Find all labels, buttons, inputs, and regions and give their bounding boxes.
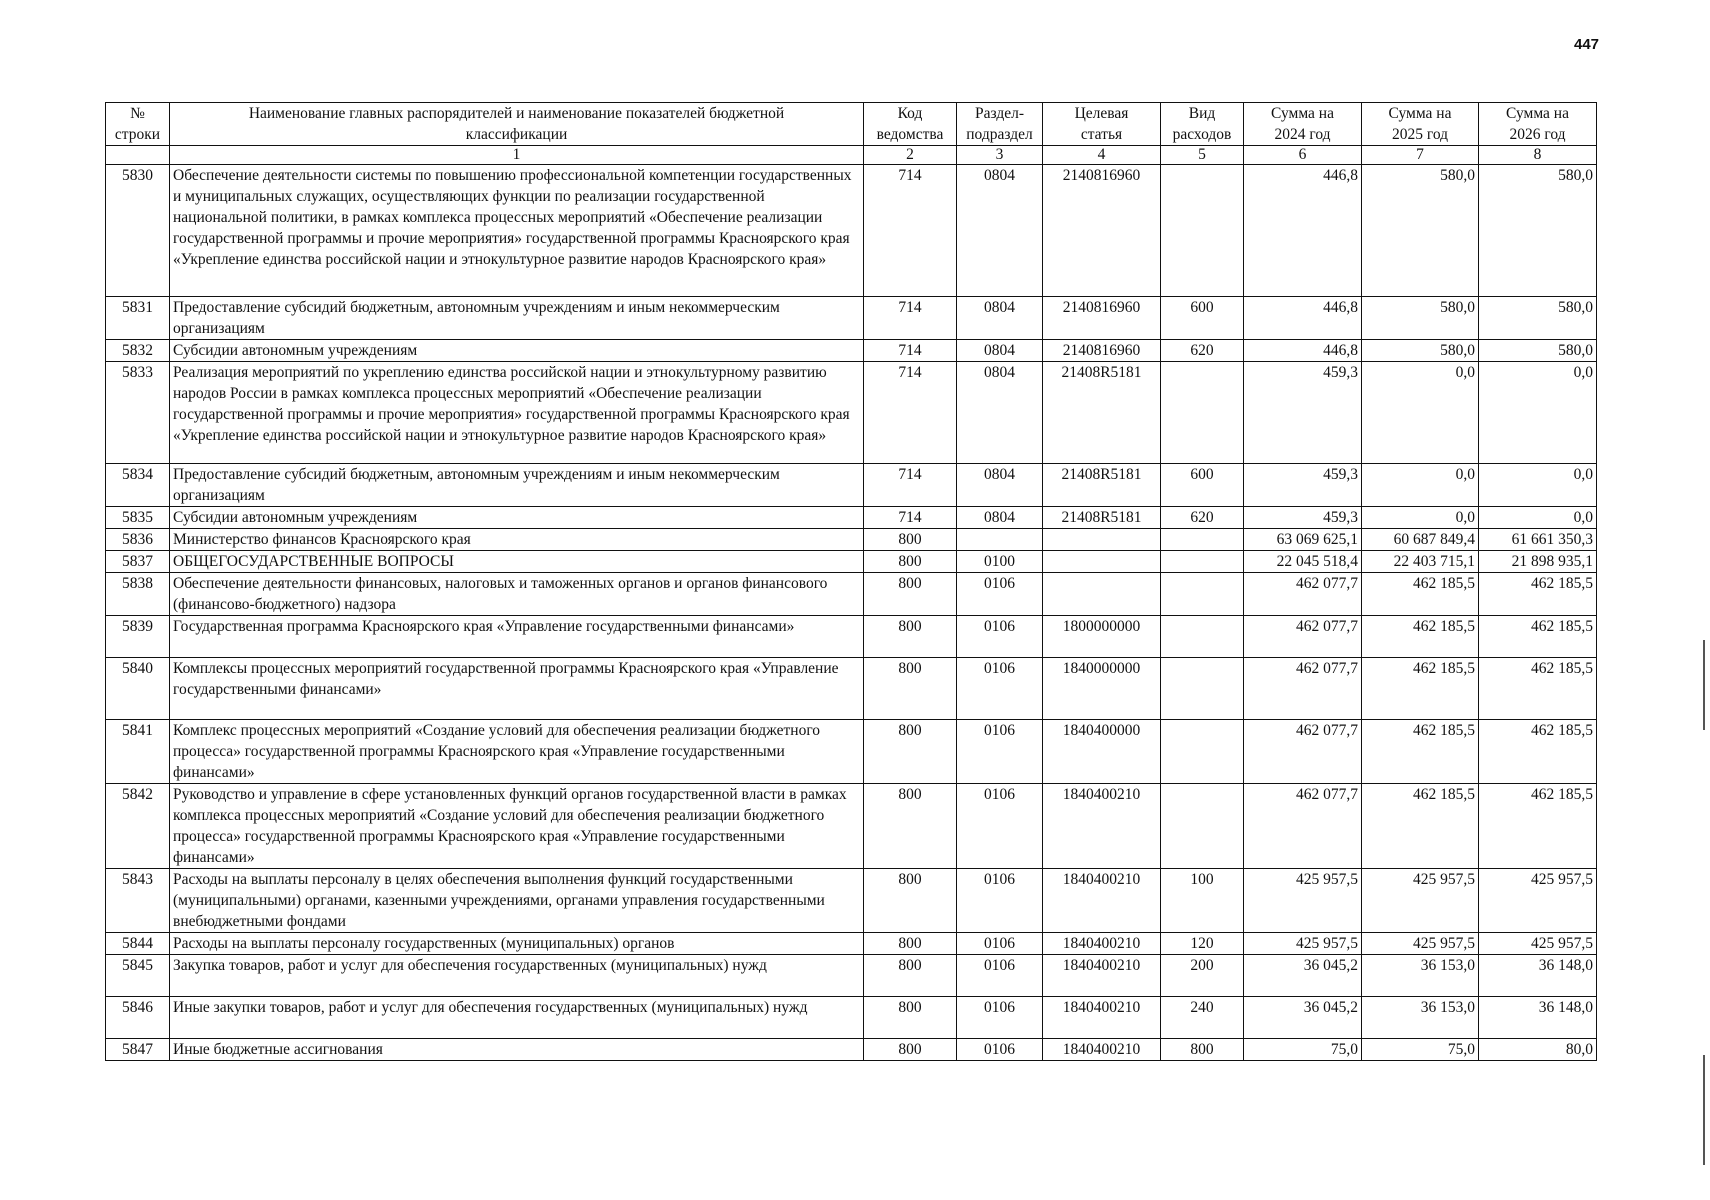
row-sum-2024: 75,0 xyxy=(1244,1039,1362,1061)
row-sum-2026: 0,0 xyxy=(1479,507,1597,529)
row-dept-code: 800 xyxy=(864,997,957,1039)
row-target: 1800000000 xyxy=(1043,616,1161,658)
row-section: 0106 xyxy=(957,720,1043,784)
table-row xyxy=(106,340,1597,362)
row-target: 2140816960 xyxy=(1043,165,1161,297)
row-sum-2024: 462 077,7 xyxy=(1244,616,1362,658)
table-row xyxy=(106,507,1597,529)
row-dept-code: 800 xyxy=(864,1039,957,1061)
row-expense-type xyxy=(1161,658,1244,720)
header-sum-2025: Сумма на 2025 год xyxy=(1362,103,1479,146)
row-section: 0804 xyxy=(957,362,1043,464)
row-dept-code: 800 xyxy=(864,869,957,933)
table-row xyxy=(106,869,1597,933)
row-sum-2026: 580,0 xyxy=(1479,340,1597,362)
row-dept-code: 714 xyxy=(864,507,957,529)
header-row-no: № строки xyxy=(106,103,170,146)
row-expense-type xyxy=(1161,551,1244,573)
row-name: Расходы на выплаты персоналу в целях обеспечения выполнения функций государственными (муниципальными) органами, казенными учреждениями, органами управления государственными внебюджетными фондами xyxy=(170,869,864,933)
column-numbers-row xyxy=(106,146,1597,165)
row-target: 1840400210 xyxy=(1043,955,1161,997)
header-dept-code: Код ведомства xyxy=(864,103,957,146)
row-section: 0804 xyxy=(957,340,1043,362)
row-dept-code: 800 xyxy=(864,720,957,784)
table-row xyxy=(106,933,1597,955)
scan-edge-mark xyxy=(1703,640,1705,730)
scan-edge-mark xyxy=(1703,1055,1705,1165)
row-sum-2024: 446,8 xyxy=(1244,340,1362,362)
row-sum-2024: 462 077,7 xyxy=(1244,784,1362,869)
row-dept-code: 800 xyxy=(864,616,957,658)
row-sum-2025: 0,0 xyxy=(1362,362,1479,464)
row-number: 5840 xyxy=(106,658,170,720)
table-row xyxy=(106,529,1597,551)
row-target: 1840000000 xyxy=(1043,658,1161,720)
row-number: 5832 xyxy=(106,340,170,362)
row-name: Предоставление субсидий бюджетным, автономным учреждениям и иным некоммерческим организациям xyxy=(170,464,864,507)
page-number: 447 xyxy=(1574,36,1600,53)
row-number: 5838 xyxy=(106,573,170,616)
row-sum-2026: 0,0 xyxy=(1479,464,1597,507)
column-number: 3 xyxy=(957,146,1043,165)
row-sum-2025: 0,0 xyxy=(1362,507,1479,529)
row-expense-type: 100 xyxy=(1161,869,1244,933)
row-expense-type: 120 xyxy=(1161,933,1244,955)
table-row xyxy=(106,955,1597,997)
row-name: Комплекс процессных мероприятий «Создание условий для обеспечения реализации бюджетного процесса» государственной программы Красноярского края «Управление государственными финансами» xyxy=(170,720,864,784)
row-target: 1840400000 xyxy=(1043,720,1161,784)
row-number: 5837 xyxy=(106,551,170,573)
row-sum-2024: 425 957,5 xyxy=(1244,933,1362,955)
row-sum-2025: 22 403 715,1 xyxy=(1362,551,1479,573)
row-target: 21408R5181 xyxy=(1043,362,1161,464)
row-sum-2026: 36 148,0 xyxy=(1479,955,1597,997)
row-number: 5841 xyxy=(106,720,170,784)
table-row xyxy=(106,362,1597,464)
row-sum-2026: 425 957,5 xyxy=(1479,869,1597,933)
row-target: 1840400210 xyxy=(1043,784,1161,869)
row-dept-code: 800 xyxy=(864,573,957,616)
row-sum-2025: 462 185,5 xyxy=(1362,658,1479,720)
row-sum-2026: 80,0 xyxy=(1479,1039,1597,1061)
table-row xyxy=(106,720,1597,784)
row-expense-type: 620 xyxy=(1161,340,1244,362)
header-expense-type: Вид расходов xyxy=(1161,103,1244,146)
row-dept-code: 714 xyxy=(864,464,957,507)
row-number: 5842 xyxy=(106,784,170,869)
table-row xyxy=(106,297,1597,340)
row-sum-2026: 425 957,5 xyxy=(1479,933,1597,955)
row-expense-type xyxy=(1161,529,1244,551)
row-target: 1840400210 xyxy=(1043,869,1161,933)
row-number: 5846 xyxy=(106,997,170,1039)
row-number: 5847 xyxy=(106,1039,170,1061)
row-sum-2026: 462 185,5 xyxy=(1479,720,1597,784)
row-sum-2026: 36 148,0 xyxy=(1479,997,1597,1039)
row-expense-type: 240 xyxy=(1161,997,1244,1039)
row-expense-type xyxy=(1161,720,1244,784)
row-section: 0100 xyxy=(957,551,1043,573)
row-number: 5843 xyxy=(106,869,170,933)
row-name: Государственная программа Красноярского края «Управление государственными финансами» xyxy=(170,616,864,658)
row-target: 2140816960 xyxy=(1043,297,1161,340)
column-number: 8 xyxy=(1479,146,1597,165)
header-row xyxy=(106,103,1597,146)
row-expense-type: 600 xyxy=(1161,464,1244,507)
row-sum-2026: 21 898 935,1 xyxy=(1479,551,1597,573)
row-target: 1840400210 xyxy=(1043,997,1161,1039)
table-row xyxy=(106,551,1597,573)
row-sum-2026: 462 185,5 xyxy=(1479,573,1597,616)
row-sum-2025: 36 153,0 xyxy=(1362,955,1479,997)
table-row xyxy=(106,165,1597,297)
row-sum-2025: 0,0 xyxy=(1362,464,1479,507)
header-sum-2026: Сумма на 2026 год xyxy=(1479,103,1597,146)
row-name: ОБЩЕГОСУДАРСТВЕННЫЕ ВОПРОСЫ xyxy=(170,551,864,573)
row-dept-code: 714 xyxy=(864,165,957,297)
row-target: 1840400210 xyxy=(1043,933,1161,955)
row-section xyxy=(957,529,1043,551)
row-section: 0106 xyxy=(957,869,1043,933)
row-sum-2025: 580,0 xyxy=(1362,165,1479,297)
row-sum-2025: 462 185,5 xyxy=(1362,720,1479,784)
row-sum-2024: 462 077,7 xyxy=(1244,658,1362,720)
row-sum-2024: 446,8 xyxy=(1244,165,1362,297)
row-section: 0106 xyxy=(957,997,1043,1039)
column-number xyxy=(106,146,170,165)
row-sum-2024: 459,3 xyxy=(1244,507,1362,529)
row-number: 5836 xyxy=(106,529,170,551)
row-target: 2140816960 xyxy=(1043,340,1161,362)
row-section: 0804 xyxy=(957,464,1043,507)
row-sum-2024: 63 069 625,1 xyxy=(1244,529,1362,551)
row-sum-2026: 462 185,5 xyxy=(1479,784,1597,869)
row-sum-2025: 462 185,5 xyxy=(1362,616,1479,658)
row-name: Иные бюджетные ассигнования xyxy=(170,1039,864,1061)
row-dept-code: 800 xyxy=(864,784,957,869)
row-sum-2025: 425 957,5 xyxy=(1362,869,1479,933)
row-section: 0106 xyxy=(957,573,1043,616)
table-row xyxy=(106,573,1597,616)
row-number: 5834 xyxy=(106,464,170,507)
column-number: 7 xyxy=(1362,146,1479,165)
header-name: Наименование главных распорядителей и наименование показателей бюджетной классификации xyxy=(170,103,864,146)
row-dept-code: 714 xyxy=(864,340,957,362)
row-section: 0804 xyxy=(957,507,1043,529)
row-sum-2025: 75,0 xyxy=(1362,1039,1479,1061)
row-name: Обеспечение деятельности системы по повышению профессиональной компетенции государственных и муниципальных служащих, осуществляющих функции по реализации государственной национальной политики, в рамках комплекса процессных мероприятий «Обеспечение реализации государственной программы и прочие мероприятия» государственной программы Красноярского края «Укрепление единства российской нации и этнокультурное развитие народов Красноярского края» xyxy=(170,165,864,297)
column-number: 5 xyxy=(1161,146,1244,165)
row-target xyxy=(1043,551,1161,573)
row-section: 0106 xyxy=(957,616,1043,658)
row-target: 1840400210 xyxy=(1043,1039,1161,1061)
row-sum-2026: 580,0 xyxy=(1479,165,1597,297)
table-row xyxy=(106,616,1597,658)
row-expense-type: 600 xyxy=(1161,297,1244,340)
row-expense-type xyxy=(1161,616,1244,658)
row-name: Расходы на выплаты персоналу государственных (муниципальных) органов xyxy=(170,933,864,955)
row-target xyxy=(1043,529,1161,551)
row-number: 5845 xyxy=(106,955,170,997)
row-sum-2024: 22 045 518,4 xyxy=(1244,551,1362,573)
column-number: 2 xyxy=(864,146,957,165)
row-number: 5830 xyxy=(106,165,170,297)
row-section: 0804 xyxy=(957,165,1043,297)
row-name: Руководство и управление в сфере установленных функций органов государственной власти в рамках комплекса процессных мероприятий «Создание условий для обеспечения реализации бюджетного процесса» государственной программы Красноярского края «Управление государственными финансами» xyxy=(170,784,864,869)
table-row xyxy=(106,1039,1597,1061)
row-expense-type: 800 xyxy=(1161,1039,1244,1061)
row-name: Комплексы процессных мероприятий государственной программы Красноярского края «Управление государственными финансами» xyxy=(170,658,864,720)
row-sum-2026: 61 661 350,3 xyxy=(1479,529,1597,551)
row-dept-code: 800 xyxy=(864,955,957,997)
row-section: 0804 xyxy=(957,297,1043,340)
row-expense-type: 200 xyxy=(1161,955,1244,997)
row-expense-type xyxy=(1161,573,1244,616)
header-section: Раздел- подраздел xyxy=(957,103,1043,146)
row-sum-2024: 446,8 xyxy=(1244,297,1362,340)
row-sum-2026: 462 185,5 xyxy=(1479,658,1597,720)
row-name: Обеспечение деятельности финансовых, налоговых и таможенных органов и органов финансового (финансово-бюджетного) надзора xyxy=(170,573,864,616)
row-dept-code: 800 xyxy=(864,933,957,955)
row-name: Предоставление субсидий бюджетным, автономным учреждениям и иным некоммерческим организациям xyxy=(170,297,864,340)
row-target: 21408R5181 xyxy=(1043,464,1161,507)
row-sum-2025: 580,0 xyxy=(1362,340,1479,362)
header-sum-2024: Сумма на 2024 год xyxy=(1244,103,1362,146)
row-sum-2025: 36 153,0 xyxy=(1362,997,1479,1039)
row-target: 21408R5181 xyxy=(1043,507,1161,529)
row-sum-2025: 462 185,5 xyxy=(1362,784,1479,869)
row-section: 0106 xyxy=(957,933,1043,955)
table-row xyxy=(106,997,1597,1039)
row-dept-code: 800 xyxy=(864,658,957,720)
row-name: Субсидии автономным учреждениям xyxy=(170,340,864,362)
budget-table xyxy=(105,102,1597,1061)
row-number: 5833 xyxy=(106,362,170,464)
row-number: 5844 xyxy=(106,933,170,955)
row-dept-code: 800 xyxy=(864,529,957,551)
row-number: 5835 xyxy=(106,507,170,529)
row-section: 0106 xyxy=(957,955,1043,997)
row-sum-2025: 60 687 849,4 xyxy=(1362,529,1479,551)
row-dept-code: 714 xyxy=(864,362,957,464)
table-row xyxy=(106,464,1597,507)
row-sum-2024: 462 077,7 xyxy=(1244,720,1362,784)
row-name: Иные закупки товаров, работ и услуг для обеспечения государственных (муниципальных) нужд xyxy=(170,997,864,1039)
row-expense-type: 620 xyxy=(1161,507,1244,529)
row-name: Министерство финансов Красноярского края xyxy=(170,529,864,551)
row-sum-2024: 462 077,7 xyxy=(1244,573,1362,616)
row-section: 0106 xyxy=(957,1039,1043,1061)
row-dept-code: 714 xyxy=(864,297,957,340)
row-sum-2024: 425 957,5 xyxy=(1244,869,1362,933)
row-number: 5839 xyxy=(106,616,170,658)
header-target: Целевая статья xyxy=(1043,103,1161,146)
row-name: Закупка товаров, работ и услуг для обеспечения государственных (муниципальных) нужд xyxy=(170,955,864,997)
row-name: Субсидии автономным учреждениям xyxy=(170,507,864,529)
row-sum-2024: 36 045,2 xyxy=(1244,955,1362,997)
row-sum-2025: 425 957,5 xyxy=(1362,933,1479,955)
row-sum-2024: 459,3 xyxy=(1244,362,1362,464)
column-number: 1 xyxy=(170,146,864,165)
row-sum-2026: 580,0 xyxy=(1479,297,1597,340)
row-expense-type xyxy=(1161,784,1244,869)
row-sum-2025: 462 185,5 xyxy=(1362,573,1479,616)
row-dept-code: 800 xyxy=(864,551,957,573)
row-sum-2025: 580,0 xyxy=(1362,297,1479,340)
row-target xyxy=(1043,573,1161,616)
table-row xyxy=(106,784,1597,869)
row-name: Реализация мероприятий по укреплению единства российской нации и этнокультурному развитию народов России в рамках комплекса процессных мероприятий «Обеспечение реализации государственной программы и прочие мероприятия» государственной программы Красноярского края «Укрепление единства российской нации и этнокультурное развитие народов Красноярского края» xyxy=(170,362,864,464)
row-section: 0106 xyxy=(957,784,1043,869)
row-sum-2026: 0,0 xyxy=(1479,362,1597,464)
row-number: 5831 xyxy=(106,297,170,340)
table-row xyxy=(106,658,1597,720)
row-sum-2024: 36 045,2 xyxy=(1244,997,1362,1039)
row-sum-2024: 459,3 xyxy=(1244,464,1362,507)
column-number: 6 xyxy=(1244,146,1362,165)
row-expense-type xyxy=(1161,165,1244,297)
row-section: 0106 xyxy=(957,658,1043,720)
row-sum-2026: 462 185,5 xyxy=(1479,616,1597,658)
row-expense-type xyxy=(1161,362,1244,464)
column-number: 4 xyxy=(1043,146,1161,165)
